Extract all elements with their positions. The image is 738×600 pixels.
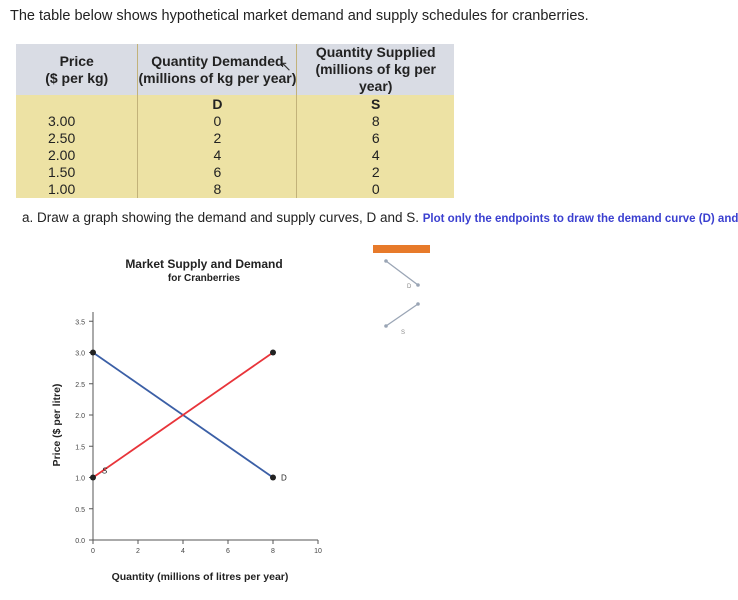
x-tick-label: 2	[136, 548, 140, 555]
y-tick-label: 0.0	[75, 538, 85, 545]
table-row	[16, 147, 454, 164]
palette-supply-endpoint	[384, 324, 388, 328]
supply-curve-label: S	[102, 466, 108, 476]
cell-qs: 0	[297, 181, 454, 198]
y-tick-label: 2.5	[75, 381, 85, 389]
x-tick-label: 6	[226, 548, 230, 555]
header-price-line1: Price	[59, 52, 94, 69]
y-axis-label: Price ($ per litre)	[51, 383, 63, 467]
supply-demand-chart[interactable]	[0, 250, 340, 600]
y-tick-label: 1.5	[75, 444, 85, 452]
x-tick-label: 0	[91, 548, 95, 555]
y-tick-label: 1.0	[75, 475, 85, 483]
chart-title: Market Supply and Demand	[125, 257, 283, 271]
header-qd	[138, 44, 297, 95]
intro-text: The table below shows hypothetical market demand and supply schedules for cranberries.	[10, 8, 589, 24]
y-tick-label: 0.5	[75, 506, 85, 514]
table-row	[16, 113, 454, 130]
palette-supply-label: S	[401, 330, 406, 336]
cell-qd: 0	[138, 113, 297, 130]
y-tick-label: 3.0	[75, 350, 85, 358]
header-qd-line2: (millions of kg per year)	[138, 69, 297, 86]
cell-qd: 4	[138, 147, 297, 164]
table-row	[16, 181, 454, 198]
x-tick-label: 8	[271, 548, 275, 555]
x-tick-label: 10	[314, 548, 322, 555]
y-tick-label: 3.5	[75, 319, 85, 327]
supply-point[interactable]	[270, 350, 276, 356]
header-qs-line2: (millions of kg per year)	[315, 61, 437, 94]
palette-supply-endpoint	[416, 302, 420, 306]
palette-supply-line-icon	[386, 304, 418, 326]
cell-qd: 8	[138, 181, 297, 198]
header-qd-line1: Quantity Demanded	[151, 52, 284, 69]
demand-point[interactable]	[90, 350, 96, 356]
schedule-table	[16, 44, 454, 198]
cell-price: 1.50	[16, 164, 138, 181]
table-row	[16, 130, 454, 147]
supply-point[interactable]	[90, 475, 96, 481]
palette-tool-demand[interactable]	[380, 255, 424, 295]
cell-qs: 4	[297, 147, 454, 164]
demand-point[interactable]	[270, 475, 276, 481]
table-header-row	[16, 44, 454, 95]
chart-subtitle: for Cranberries	[167, 273, 241, 284]
x-tick-label: 4	[181, 548, 185, 555]
question-text	[22, 210, 738, 225]
header-price	[16, 44, 138, 95]
table-row	[16, 164, 454, 181]
cell-qd: 2	[138, 130, 297, 147]
table-subheader-row	[16, 95, 454, 113]
palette-tool-supply[interactable]	[380, 300, 424, 340]
mouse-pointer-icon: ↖	[280, 58, 292, 74]
cell-qd: 6	[138, 164, 297, 181]
demand-curve-label: D	[281, 473, 287, 483]
header-qs	[297, 44, 454, 95]
drawing-palette-header	[373, 245, 430, 253]
palette-demand-line-icon	[386, 261, 418, 285]
palette-demand-label: D	[407, 284, 412, 290]
cell-price: 2.50	[16, 130, 138, 147]
subheader-s: S	[297, 95, 454, 113]
cell-price: 2.00	[16, 147, 138, 164]
cell-qs: 6	[297, 130, 454, 147]
header-price-line2: ($ per kg)	[45, 69, 109, 86]
question-note: Plot only the endpoints to draw the demand curve (D) and	[422, 213, 738, 225]
x-axis-label: Quantity (millions of litres per year)	[111, 571, 289, 583]
cell-price: 1.00	[16, 181, 138, 198]
subheader-price	[16, 95, 138, 113]
question-main: a. Draw a graph showing the demand and supply curves, D and S.	[22, 210, 419, 225]
cell-price: 3.00	[16, 113, 138, 130]
cell-qs: 8	[297, 113, 454, 130]
subheader-d: D	[138, 95, 297, 113]
palette-demand-endpoint	[384, 259, 388, 263]
palette-demand-endpoint	[416, 283, 420, 287]
header-qs-line1: Quantity Supplied	[315, 44, 436, 60]
cell-qs: 2	[297, 164, 454, 181]
y-tick-label: 2.0	[75, 413, 85, 420]
